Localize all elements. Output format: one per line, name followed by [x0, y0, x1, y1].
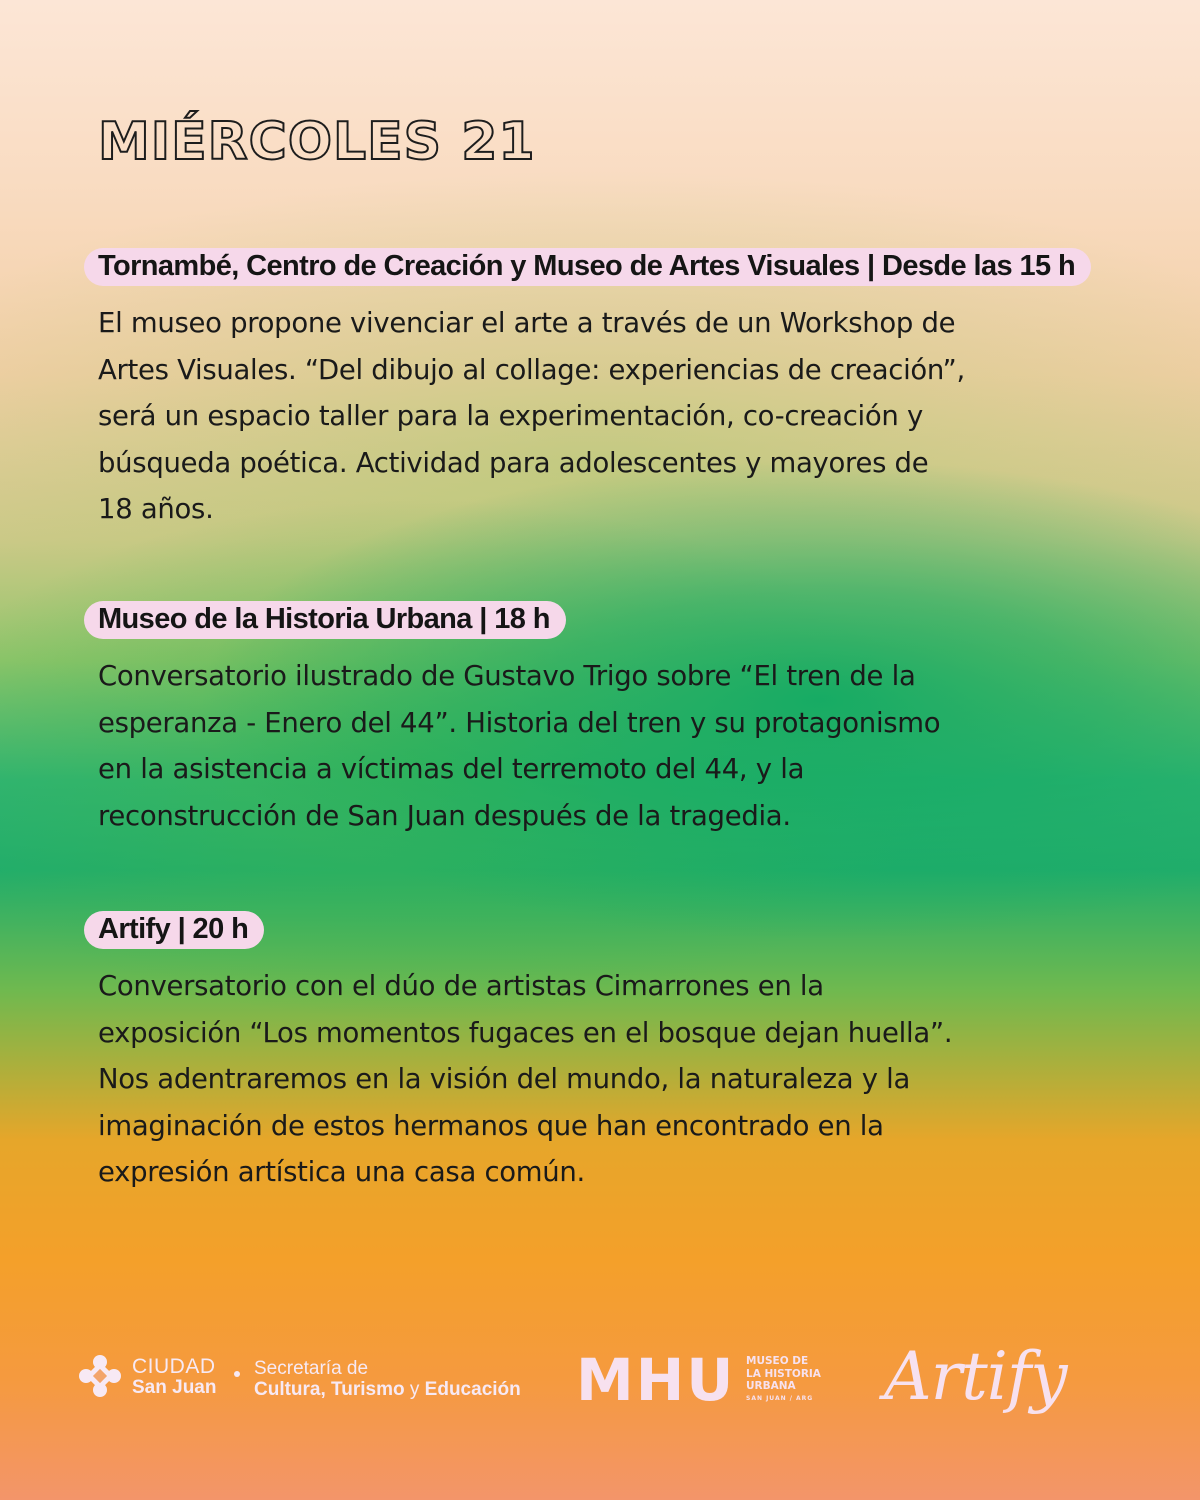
description-line: imaginación de estos hermanos que han encontrado en la [98, 1109, 884, 1142]
area-educacion: Educación [424, 1379, 521, 1400]
flower-logo-icon [78, 1354, 122, 1398]
description-line: Conversatorio con el dúo de artistas Cimarrones en la [98, 970, 824, 1002]
ciudad-label: CIUDAD [132, 1355, 216, 1378]
description-line: El museo propone vivenciar el arte a través de un Workshop de [98, 307, 956, 339]
event-heading: Artify | 20 h [84, 911, 264, 949]
ciudad-san-juan-logo [132, 1356, 216, 1398]
description-line: 18 años. [98, 493, 214, 525]
area-cultura-turismo: Cultura, Turismo [254, 1379, 405, 1400]
event-artify [84, 911, 1184, 1196]
secretaria-logo [254, 1358, 521, 1400]
description-line: expresión artística una casa común. [98, 1156, 585, 1188]
event-mhu [84, 601, 1184, 839]
separator-dot [234, 1371, 240, 1377]
mhu-logo: MHU [576, 1346, 736, 1414]
description-line: Conversatorio ilustrado de Gustavo Trigo sobre “El tren de la [98, 660, 916, 692]
san-juan-label: San Juan [132, 1377, 217, 1398]
event-tornambe [84, 248, 1184, 533]
description-line: Artes Visuales. “Del dibujo al collage: experiencias de creación”, [98, 353, 965, 386]
description-line: en la asistencia a víctimas del terremoto del 44, y la [98, 753, 805, 785]
area-connector: y [404, 1379, 425, 1400]
description-line: exposición “Los momentos fugaces en el bosque dejan huella”. [98, 1016, 953, 1049]
description-line: búsqueda poética. Actividad para adolescentes y mayores de [98, 446, 929, 479]
mhu-logo-subtitle [746, 1355, 821, 1405]
footer-logos [0, 1330, 1200, 1440]
secretaria-label: Secretaría de [254, 1358, 369, 1379]
secretaria-areas [254, 1379, 521, 1400]
mhu-sub-line: LA HISTORIA [746, 1367, 821, 1380]
event-description [98, 653, 1098, 839]
description-line: Nos adentraremos en la visión del mundo, la naturaleza y la [98, 1063, 911, 1095]
description-line: esperanza - Enero del 44”. Historia del tren y su protagonismo [98, 706, 941, 739]
description-line: reconstrucción de San Juan después de la tragedia. [98, 799, 791, 832]
page-title: MIÉRCOLES 21 [98, 112, 536, 172]
event-description [98, 300, 1098, 533]
artify-logo: Artify [884, 1338, 1067, 1415]
event-heading: Tornambé, Centro de Creación y Museo de Artes Visuales | Desde las 15 h [84, 248, 1091, 286]
description-line: será un espacio taller para la experimentación, co-creación y [98, 400, 923, 432]
mhu-sub-line: URBANA [746, 1380, 796, 1392]
mhu-sub-line: MUSEO DE [746, 1355, 809, 1367]
mhu-location: SAN JUAN / ARG [746, 1394, 814, 1402]
event-heading: Museo de la Historia Urbana | 18 h [84, 601, 566, 639]
event-description [98, 963, 1098, 1196]
